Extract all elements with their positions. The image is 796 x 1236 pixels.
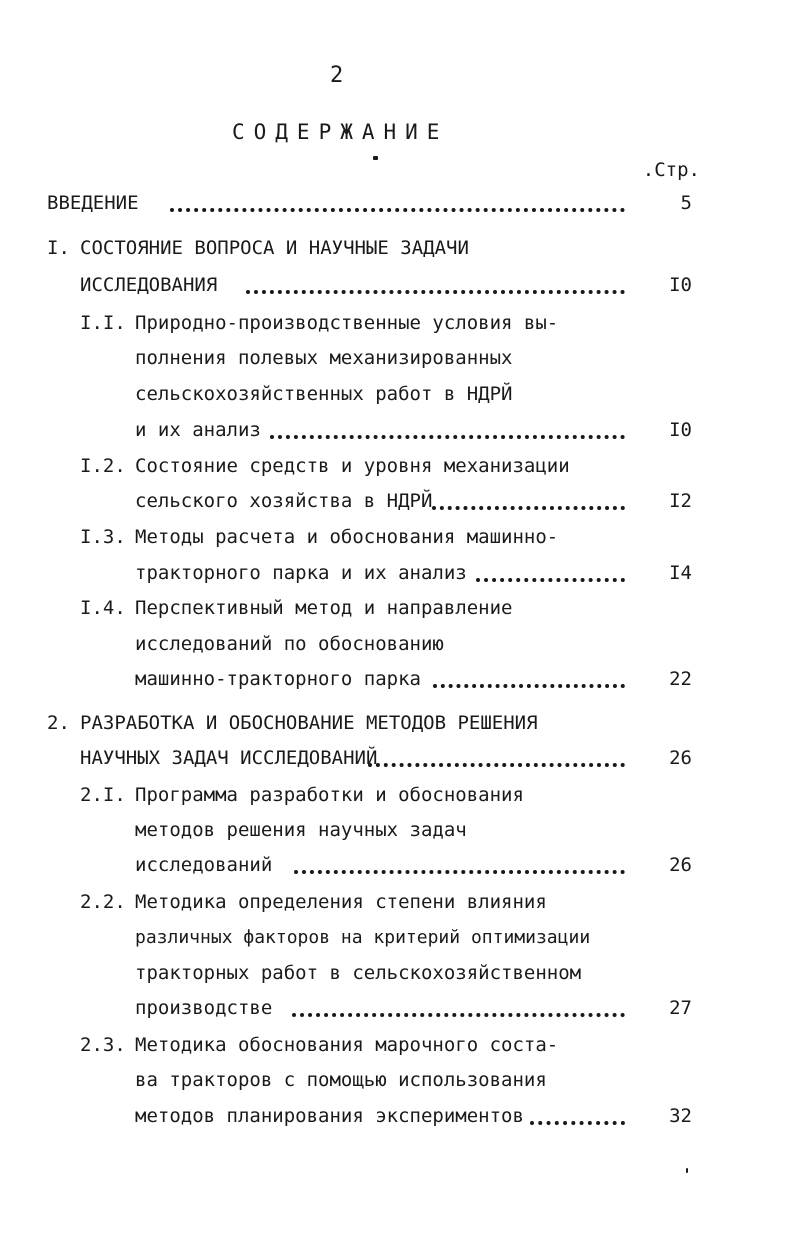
- toc-section-number: I.I.: [80, 312, 126, 334]
- toc-chapter2-title: НАУЧНЫХ ЗАДАЧ ИССЛЕДОВАНИЙ: [80, 747, 378, 769]
- toc-intro-page: 5: [680, 192, 692, 214]
- toc-leader-dots: [368, 759, 625, 767]
- toc-section-title: сельскохозяйственных работ в НДРЙ: [135, 383, 513, 405]
- toc-section-title: Методы расчета и обоснования машинно-: [135, 526, 559, 548]
- toc-leader-dots: [292, 1009, 625, 1017]
- toc-chapter2-page: 26: [669, 747, 692, 769]
- toc-leader-dots: [530, 1117, 625, 1125]
- toc-chapter1-title: СОСТОЯНИЕ ВОПРОСА И НАУЧНЫЕ ЗАДАЧИ: [80, 237, 469, 259]
- toc-section-title: и их анализ: [135, 419, 261, 441]
- toc-chapter2-title: РАЗРАБОТКА И ОБОСНОВАНИЕ МЕТОДОВ РЕШЕНИЯ: [80, 712, 538, 734]
- toc-section-number: I.3.: [80, 526, 126, 548]
- ink-speck: [686, 1168, 688, 1173]
- toc-section-number: 2.2.: [80, 891, 126, 913]
- toc-section-title: ва тракторов с помощью использования: [135, 1069, 547, 1091]
- page-number: 2: [330, 63, 344, 88]
- toc-section-title: сельского хозяйства в НДРЙ: [135, 490, 433, 512]
- toc-section-title: методов решения научных задач: [135, 819, 467, 841]
- toc-section-title: методов планирования экспериментов: [135, 1105, 524, 1127]
- toc-section-title: машинно-тракторного парка: [135, 668, 421, 690]
- toc-section-page: 26: [669, 854, 692, 876]
- toc-leader-dots: [270, 431, 625, 439]
- page-title: СОДЕРЖАНИЕ: [232, 120, 449, 144]
- toc-leader-dots: [476, 574, 625, 582]
- toc-section-page: 27: [669, 997, 692, 1019]
- toc-section-title: различных факторов на критерий оптимизации: [135, 927, 591, 948]
- toc-section-title: тракторного парка и их анализ: [135, 562, 467, 584]
- toc-section-number: 2.3.: [80, 1034, 126, 1056]
- toc-section-page: I2: [669, 490, 692, 512]
- toc-section-page: I0: [669, 419, 692, 441]
- page-column-label: .Стр.: [642, 159, 700, 181]
- toc-section-title: Программа разработки и обоснования: [135, 784, 524, 806]
- toc-section-page: I4: [669, 562, 692, 584]
- toc-section-title: исследований по обоснованию: [135, 633, 444, 655]
- toc-section-page: 22: [669, 668, 692, 690]
- toc-leader-dots: [294, 866, 625, 874]
- toc-section-title: Состояние средств и уровня механизации: [135, 455, 570, 477]
- toc-section-number: I.2.: [80, 455, 126, 477]
- toc-intro-title: ВВЕДЕНИЕ: [47, 192, 139, 214]
- toc-section-title: исследований: [135, 854, 273, 876]
- toc-section-title: полнения полевых механизированных: [135, 347, 513, 369]
- ink-speck: [373, 156, 378, 160]
- toc-leader-dots: [246, 286, 625, 294]
- toc-section-number: I.4.: [80, 597, 126, 619]
- toc-section-title: Перспективный метод и направление: [135, 597, 513, 619]
- toc-section-title: тракторных работ в сельскохозяйственном: [135, 962, 582, 984]
- toc-section-title: Методика определения степени влияния: [135, 891, 547, 913]
- toc-leader-dots: [432, 502, 625, 510]
- toc-leader-dots: [433, 680, 625, 688]
- toc-chapter2-number: 2.: [47, 712, 70, 734]
- toc-leader-dots: [170, 204, 625, 212]
- toc-section-title: производстве: [135, 997, 273, 1019]
- toc-chapter1-title: ИССЛЕДОВАНИЯ: [80, 274, 218, 296]
- toc-chapter1-number: I.: [47, 237, 70, 259]
- toc-section-number: 2.I.: [80, 784, 126, 806]
- toc-section-title: Методика обоснования марочного соста-: [135, 1034, 559, 1056]
- toc-section-page: 32: [669, 1105, 692, 1127]
- toc-section-title: Природно-производственные условия вы-: [135, 312, 559, 334]
- toc-chapter1-page: I0: [669, 274, 692, 296]
